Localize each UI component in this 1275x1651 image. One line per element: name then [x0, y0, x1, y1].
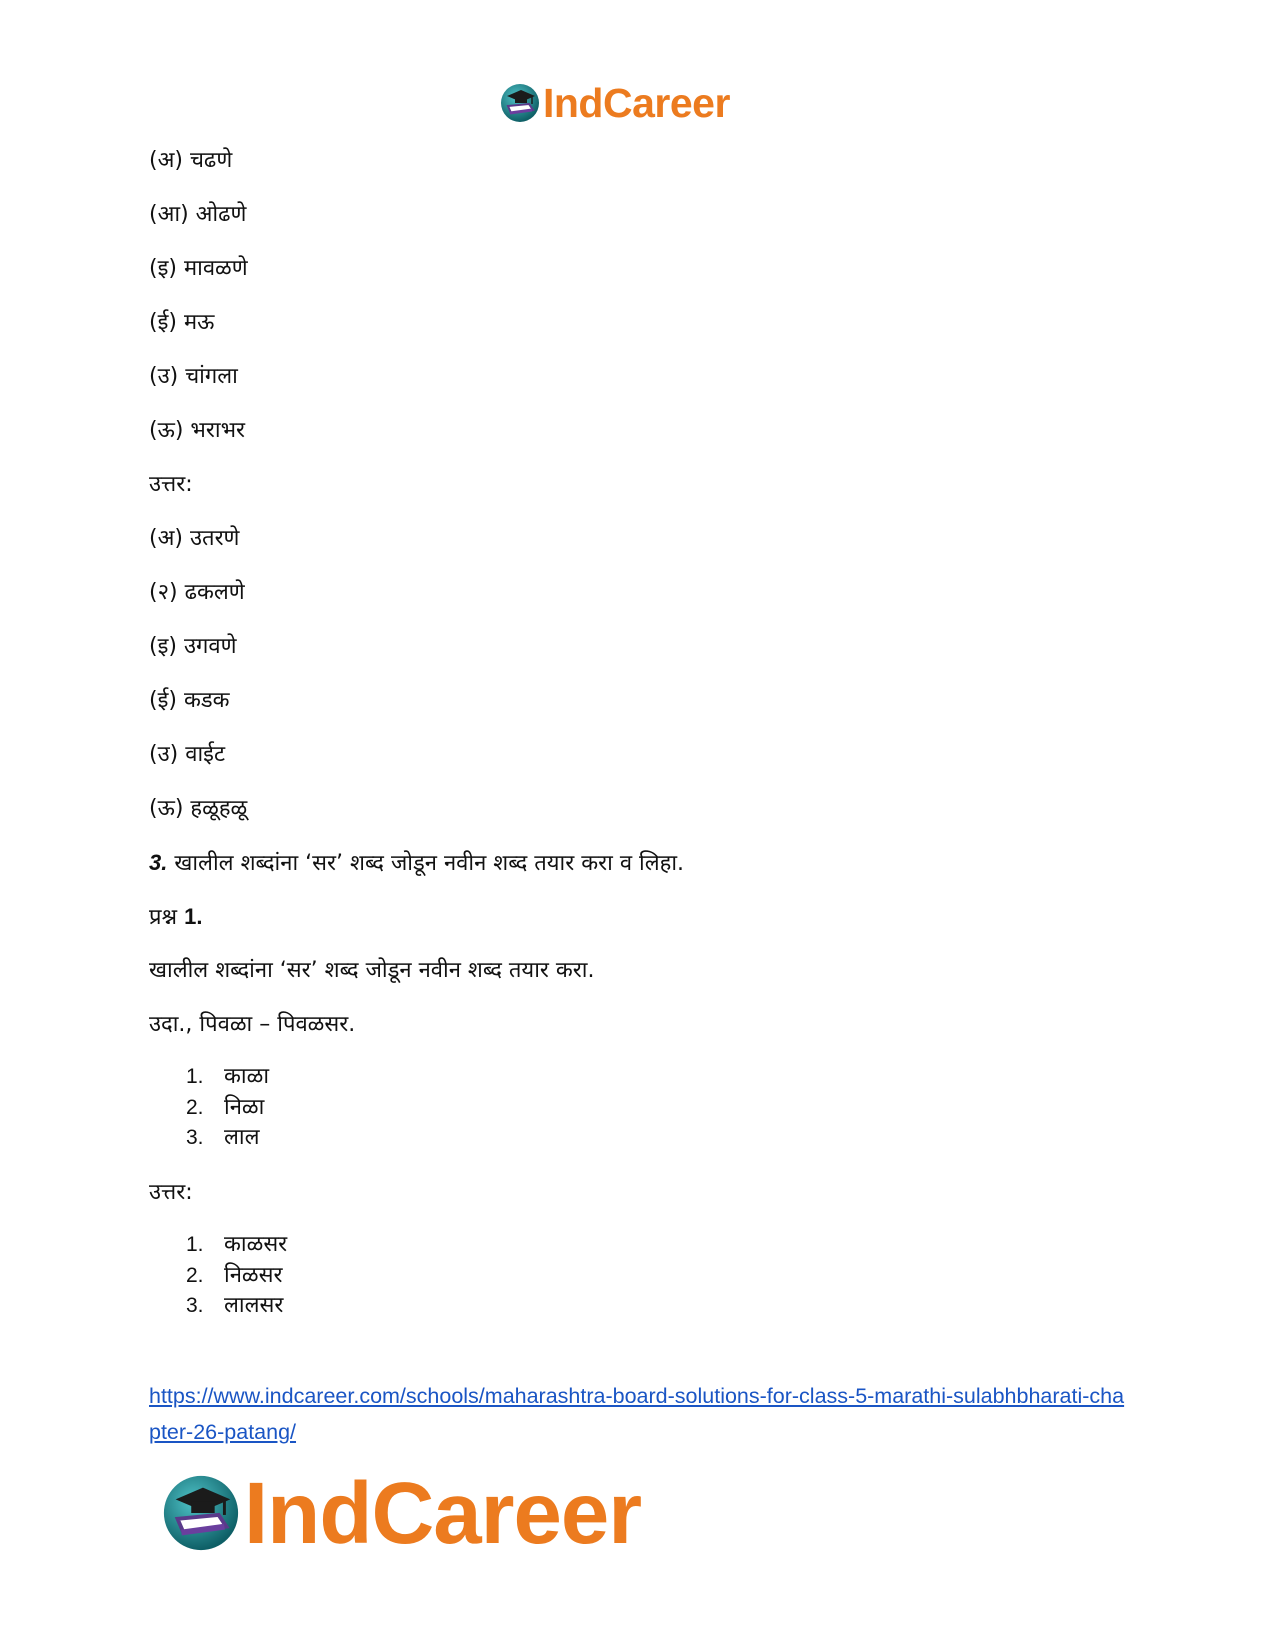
- question-number: 3.: [149, 850, 168, 875]
- list-item: 3. लाल: [186, 1125, 260, 1150]
- question-3: [149, 848, 684, 879]
- instruction-text: खालील शब्दांना ‘सर’ शब्द जोडून नवीन शब्द तयार करा.: [149, 958, 595, 983]
- prashna-word: प्रश्न: [149, 905, 185, 930]
- answer-a: (अ) उतरणे: [149, 526, 240, 551]
- answer-u: (उ) वाईट: [149, 742, 226, 767]
- option-a: (अ) चढणे: [149, 148, 233, 173]
- prashna-number: 1.: [184, 904, 203, 929]
- indcareer-logo-top: [499, 80, 730, 126]
- brand-name: IndCareer: [543, 79, 730, 126]
- prashna-heading: [149, 902, 202, 933]
- answer-i: (इ) उगवणे: [149, 634, 237, 659]
- answer-label-2: उत्तर:: [149, 1180, 193, 1205]
- graduation-cap-book-globe-icon: [499, 82, 541, 124]
- question-list: [186, 1062, 269, 1154]
- list-item: 1. काळसर: [186, 1232, 288, 1257]
- list-item: 2. निळा: [186, 1094, 265, 1120]
- example-text: उदा., पिवळा – पिवळसर.: [149, 1012, 356, 1037]
- answer-ii: (ई) कडक: [149, 688, 230, 713]
- list-item: 2. निळसर: [186, 1262, 283, 1288]
- list-item: 3. लालसर: [186, 1293, 284, 1318]
- answer-label: उत्तर:: [149, 472, 193, 497]
- option-aa: (आ) ओढणे: [149, 202, 247, 227]
- answer-list: [186, 1230, 287, 1322]
- option-i: (इ) मावळणे: [149, 256, 248, 281]
- list-item: 1. काळा: [186, 1064, 270, 1089]
- answer-2: (२) ढकलणे: [149, 580, 245, 605]
- indcareer-logo-bottom: [160, 1464, 642, 1562]
- option-u: (उ) चांगला: [149, 364, 238, 389]
- question-text: खालील शब्दांना ‘सर’ शब्द जोडून नवीन शब्द तयार करा व लिहा.: [167, 851, 685, 876]
- brand-name: IndCareer: [244, 1464, 642, 1562]
- answer-uu: (ऊ) हळूहळू: [149, 796, 248, 821]
- source-url-link[interactable]: https://www.indcareer.com/schools/maharashtra-board-solutions-for-class-5-marathi-sulabhbharati-chapter-26-patang/: [149, 1384, 1125, 1444]
- option-uu: (ऊ) भराभर: [149, 418, 246, 443]
- option-ii: (ई) मऊ: [149, 310, 215, 335]
- graduation-cap-book-globe-icon: [160, 1472, 242, 1554]
